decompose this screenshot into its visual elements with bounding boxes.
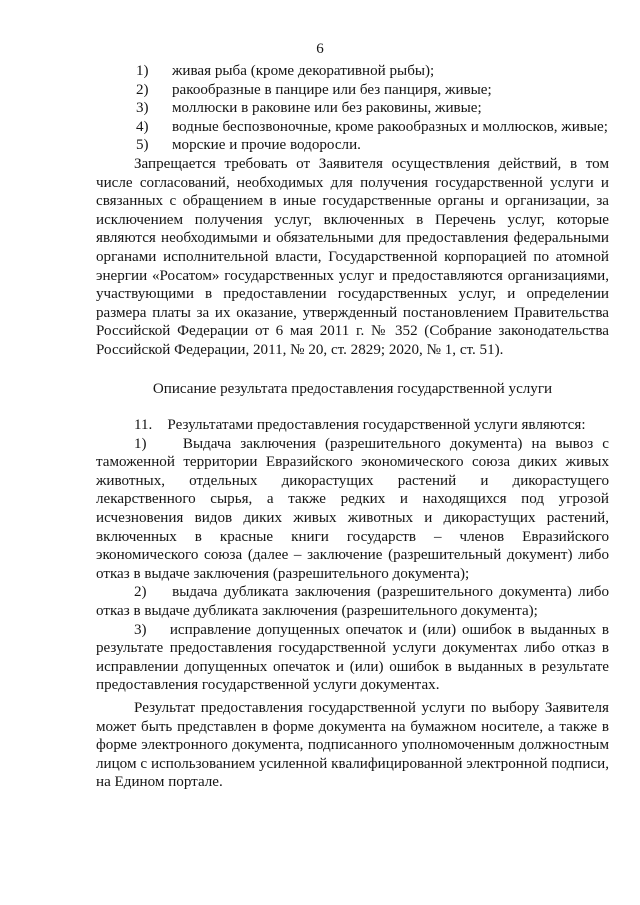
result-item: 2) выдача дубликата заключения (разрешительного документа) либо отказ в выдаче дубликата заключения (разрешительного документа); [96, 584, 613, 620]
list-item-text: моллюски в раковине или без раковины, живые; [172, 100, 482, 117]
list-item-text: ракообразные в панцире или без панциря, живые; [172, 81, 492, 98]
list-item [96, 136, 609, 155]
result-item: 1) Выдача заключения (разрешительного документа) на вывоз с таможенной территории Евразийского экономического союза диких живых животных, отдельных дикорастущих растений и дикорастущего лекарственного сырья, а также редких и находящихся под угрозой исчезновения видов диких живых животных и дикорастущих растений, включенных в красные книги государств – членов Евразийского экономического союза (далее – заключение (разрешительный документ) либо отказ в выдаче заключения (разрешительного документа); [96, 435, 613, 582]
list-item-number: 2) [136, 81, 149, 98]
item-11-intro: 11. Результатами предоставления государственной услуги являются: [134, 417, 586, 434]
result-item: 3) исправление допущенных опечаток и (или) ошибок в выданных в результате предоставления государственной услуги документах либо отказ в исправлении допущенных опечаток и (или) ошибок в выданных в результате предоставления государственной услуги документах. [96, 621, 613, 694]
list-item [96, 81, 609, 100]
species-list [96, 62, 609, 155]
result-form-paragraph: Результат предоставления государственной услуги по выбору Заявителя может быть представлен в форме документа на бумажном носителе, а также в форме электронного документа, подписанного уполномоченным должностным лицом с использованием усиленной квалифицированной электронной подписи, на Едином портале. [96, 700, 609, 791]
list-item-number: 1) [136, 63, 149, 79]
list-item-number: 5) [136, 137, 149, 154]
list-item [96, 99, 609, 118]
list-item-text: морские и прочие водоросли. [172, 137, 361, 154]
list-item [96, 118, 609, 137]
list-item-text: водные беспозвоночные, кроме ракообразных и моллюсков, живые; [172, 118, 608, 135]
list-item-text: живая рыба (кроме декоративной рыбы); [172, 63, 435, 79]
section-title: Описание результата предоставления государственной услуги [152, 380, 553, 397]
list-item-number: 3) [136, 100, 149, 117]
list-item-number: 4) [136, 118, 149, 135]
prohibition-paragraph: Запрещается требовать от Заявителя осуществления действий, в том числе согласований, необходимых для получения государственной услуги и связанных с обращением в иные государственные органы и организации, за исключением получения услуг, включенных в Перечень услуг, которые являются необходимыми и обязательными для предоставления федеральными органами исполнительной власти, Государственной корпорацией по атомной энергии «Росатом» государственных услуг и предоставляются организациями, участвующими в предоставлении государственных услуг, и определении размера платы за их оказание, утвержденный постановлением Правительства Российской Федерации от 6 мая 2011 г. № 352 (Собрание законодательства Российской Федерации, 2011, № 20, ст. 2829; 2020, № 1, ст. 51). [96, 155, 609, 358]
page-number: 6 [316, 41, 324, 57]
document-body [96, 62, 613, 792]
list-item [96, 62, 609, 81]
